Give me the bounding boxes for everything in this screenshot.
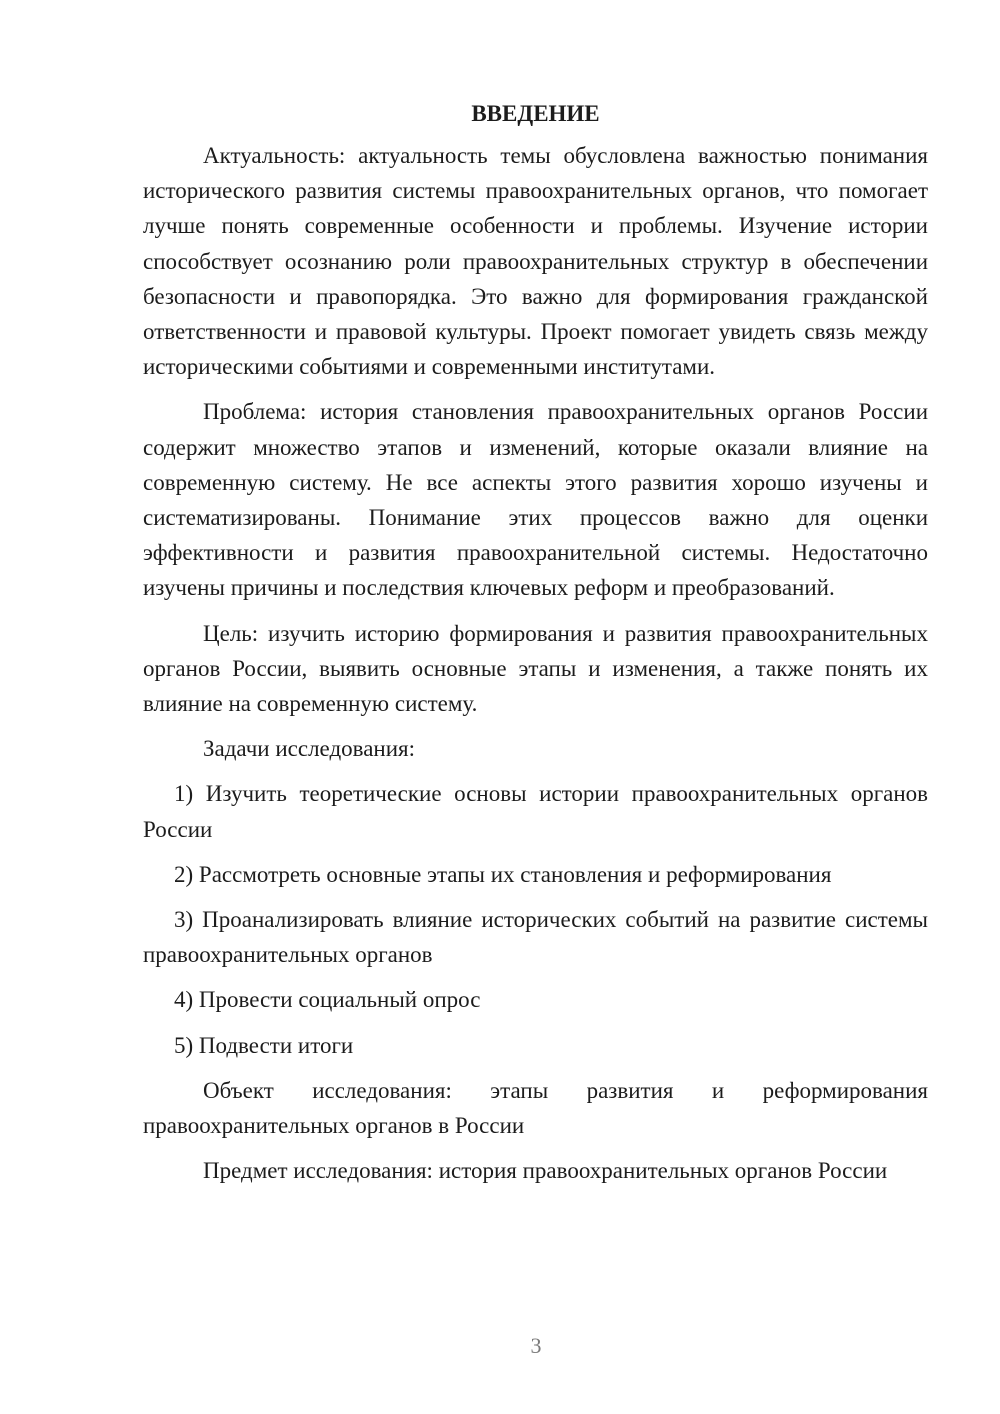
task-item: 2) Рассмотреть основные этапы их становления и реформирования xyxy=(174,861,832,887)
page-number: 3 xyxy=(530,1333,542,1358)
goal-paragraph: Цель: изучить историю формирования и развития правоохранительных органов России, выявить основные этапы и изменения, а также понять их влияние на современную систему. xyxy=(143,620,928,717)
page-content xyxy=(143,96,928,1198)
task-item: 5) Подвести итоги xyxy=(174,1032,354,1058)
tasks-heading: Задачи исследования: xyxy=(203,736,416,762)
task-item: 3) Проанализировать влияние исторических событий на развитие системы правоохранительных органов xyxy=(143,907,928,968)
object-paragraph: Объект исследования: этапы развития и реформирования правоохранительных органов в России xyxy=(143,1077,928,1139)
problem-paragraph: Проблема: история становления правоохранительных органов России содержит множество этапов и изменений, которые оказали влияние на современную систему. Не все аспекты этого развития хорошо изучены и систематизированы. Понимание этих процессов важно для оценки эффективности и развития правоохранительной системы. Недостаточно изучены причины и последствия ключевых реформ и преобразований. xyxy=(143,399,928,601)
task-item: 1) Изучить теоретические основы истории правоохранительных органов России xyxy=(143,781,928,842)
subject-paragraph: Предмет исследования: история правоохранительных органов России xyxy=(203,1158,888,1184)
page-title: ВВЕДЕНИЕ xyxy=(471,101,600,126)
task-item: 4) Провести социальный опрос xyxy=(174,987,481,1013)
relevance-paragraph: Актуальность: актуальность темы обусловлена важностью понимания исторического развития системы правоохранительных органов, что помогает лучше понять современные особенности и проблемы. Изучение истории способствует осознанию роли правоохранительных структур в обеспечении безопасности и правопорядка. Это важно для формирования гражданской ответственности и правовой культуры. Проект помогает увидеть связь между историческими событиями и современными институтами. xyxy=(143,143,928,380)
